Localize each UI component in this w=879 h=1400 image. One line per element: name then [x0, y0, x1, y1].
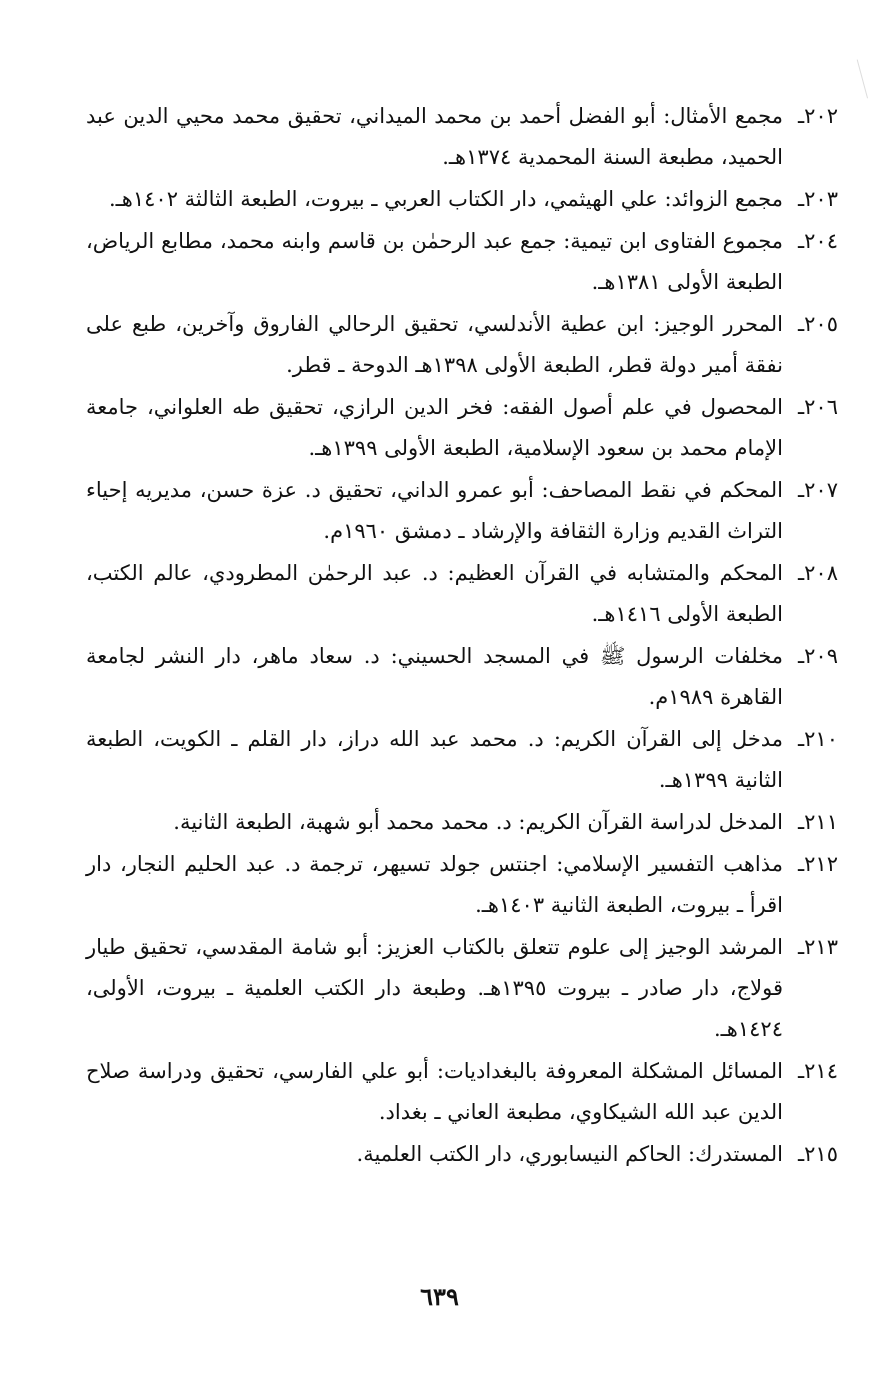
entry-number: ٢٠٥ـ — [798, 312, 838, 336]
bibliography-entry — [86, 1134, 838, 1175]
entry-number: ٢٠٦ـ — [798, 395, 838, 419]
entry-number: ٢١٣ـ — [798, 935, 838, 959]
entry-text: مخلفات الرسول ﷺ في المسجد الحسيني: د. سعاد ماهر، دار النشر لجامعة القاهرة ١٩٨٩م. — [86, 644, 783, 709]
bibliography-entry — [86, 927, 838, 1050]
entry-text: المحرر الوجيز: ابن عطية الأندلسي، تحقيق الرحالي الفاروق وآخرين، طبع على نفقة أمير دولة قطر، الطبعة الأولى ١٣٩٨هـ الدوحة ـ قطر. — [86, 312, 783, 377]
entry-text: مجموع الفتاوى ابن تيمية: جمع عبد الرحمٰن بن قاسم وابنه محمد، مطابع الرياض، الطبعة الأولى ١٣٨١هـ. — [86, 229, 783, 294]
entry-text: المرشد الوجيز إلى علوم تتعلق بالكتاب العزيز: أبو شامة المقدسي، تحقيق طيار قولاج، دار صادر ـ بيروت ١٣٩٥هـ. وطبعة دار الكتب العلمية ـ بيروت، الأولى، ١٤٢٤هـ. — [86, 935, 783, 1041]
entry-number: ٢٠٢ـ — [798, 104, 838, 128]
entry-number: ٢٠٤ـ — [798, 229, 838, 253]
scan-mark — [849, 60, 868, 101]
bibliography-entry — [86, 844, 838, 926]
entry-text: المدخل لدراسة القرآن الكريم: د. محمد محمد أبو شهبة، الطبعة الثانية. — [173, 810, 783, 834]
entry-number: ٢١٤ـ — [798, 1059, 838, 1083]
bibliography-entry — [86, 470, 838, 552]
entry-text: المحكم في نقط المصاحف: أبو عمرو الداني، تحقيق د. عزة حسن، مديريه إحياء التراث القديم وزارة الثقافة والإرشاد ـ دمشق ١٩٦٠م. — [86, 478, 783, 543]
entry-text: مذاهب التفسير الإسلامي: اجنتس جولد تسيهر، ترجمة د. عبد الحليم النجار، دار اقرأ ـ بيروت، الطبعة الثانية ١٤٠٣هـ. — [86, 852, 783, 917]
bibliography-entry — [86, 636, 838, 718]
entry-number: ٢١٠ـ — [798, 727, 838, 751]
entry-text: مدخل إلى القرآن الكريم: د. محمد عبد الله دراز، دار القلم ـ الكويت، الطبعة الثانية ١٣٩٩هـ. — [86, 727, 783, 792]
entry-text: المسائل المشكلة المعروفة بالبغداديات: أبو علي الفارسي، تحقيق ودراسة صلاح الدين عبد الله الشيكاوي، مطبعة العاني ـ بغداد. — [86, 1059, 783, 1124]
bibliography-entry — [86, 304, 838, 386]
entry-number: ٢٠٨ـ — [798, 561, 838, 585]
bibliography-entry — [86, 719, 838, 801]
entry-number: ٢٠٩ـ — [798, 644, 838, 668]
entry-text: المحصول في علم أصول الفقه: فخر الدين الرازي، تحقيق طه العلواني، جامعة الإمام محمد بن سعود الإسلامية، الطبعة الأولى ١٣٩٩هـ. — [86, 395, 783, 460]
entry-text: مجمع الأمثال: أبو الفضل أحمد بن محمد الميداني، تحقيق محمد محيي الدين عبد الحميد، مطبعة السنة المحمدية ١٣٧٤هـ. — [86, 104, 783, 169]
bibliography-entry — [86, 96, 838, 178]
entry-number: ٢١٢ـ — [798, 852, 838, 876]
entry-number: ٢١١ـ — [798, 810, 838, 834]
entry-text: المحكم والمتشابه في القرآن العظيم: د. عبد الرحمٰن المطرودي، عالم الكتب، الطبعة الأولى ١٤١٦هـ. — [86, 561, 783, 626]
bibliography-entry — [86, 553, 838, 635]
entry-number: ٢٠٣ـ — [798, 187, 838, 211]
bibliography-entry — [86, 221, 838, 303]
entry-text: المستدرك: الحاكم النيسابوري، دار الكتب العلمية. — [356, 1142, 783, 1166]
bibliography-entry — [86, 1051, 838, 1133]
bibliography-entry — [86, 179, 838, 220]
entry-number: ٢٠٧ـ — [798, 478, 838, 502]
bibliography-entry — [86, 387, 838, 469]
bibliography-list — [86, 96, 838, 1176]
bibliography-entry — [86, 802, 838, 843]
page-number: ٦٣٩ — [420, 1282, 459, 1311]
entry-number: ٢١٥ـ — [798, 1142, 838, 1166]
entry-text: مجمع الزوائد: علي الهيثمي، دار الكتاب العربي ـ بيروت، الطبعة الثالثة ١٤٠٢هـ. — [108, 187, 783, 211]
